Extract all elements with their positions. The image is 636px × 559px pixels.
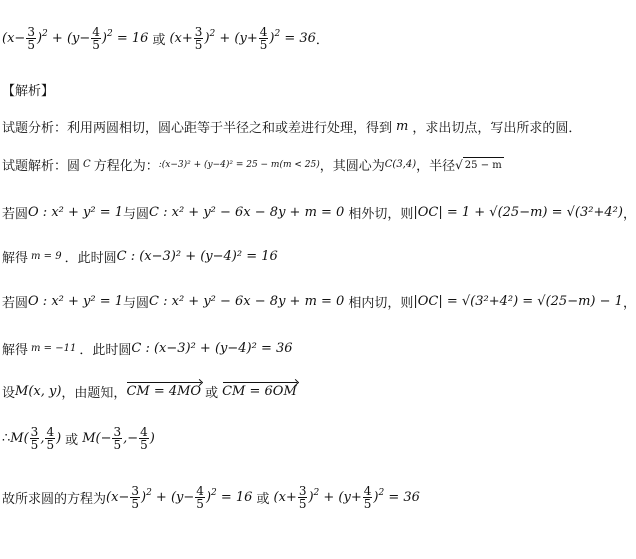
int-result-m: m = −11: [31, 343, 77, 354]
point-or: 或: [205, 386, 219, 401]
external-tangent-line: [2, 203, 636, 222]
int-tail: ，: [622, 296, 636, 311]
internal-tangent-line: [2, 292, 636, 311]
int-result-mid: ．此时圆: [79, 343, 132, 358]
int-result-prefix: 解得: [2, 343, 29, 358]
int-relation: 相内切，则: [348, 296, 414, 311]
ext-tail: ，: [622, 207, 636, 222]
answer-or: 或: [152, 33, 166, 48]
analysis-header: 【解析】: [2, 84, 55, 99]
idea-text: 利用两圆相切，圆心距等于半径之和或差进行处理，得到: [67, 121, 393, 136]
ext-with: 与圆: [123, 207, 150, 222]
solution-center: C(3,4): [384, 159, 417, 170]
idea-line: [2, 117, 581, 136]
ext-result-prefix: 解得: [2, 251, 29, 266]
final-or: 或: [256, 492, 270, 507]
therefore-icon: ∴: [2, 431, 11, 446]
ext-relation: 相外切，则: [348, 207, 414, 222]
ext-result-mid: ．此时圆: [64, 251, 117, 266]
solution-text-4: ，半径: [416, 159, 456, 174]
ext-prefix: 若圆: [2, 207, 29, 222]
int-oc-equation: |OC| = √(3²+4²) = √(25−m) − 1: [413, 294, 623, 309]
solution-radius: √ 25 − m: [455, 157, 502, 172]
solution-equation: :(x−3)² + (y−4)² = 25 − m(m < 25): [158, 159, 320, 170]
solution-circle: C: [83, 159, 91, 170]
therefore-or: 或: [65, 433, 79, 448]
int-with: 与圆: [123, 296, 150, 311]
ext-result-m: m = 9: [31, 251, 62, 262]
ext-result-equation: C : (x−3)² + (y−4)² = 16: [116, 249, 278, 264]
final-eq2-render: (x+ $\frac{3}{5}$ )$^2$ + (y+ $\frac{4}{5}$ )$^2$ = 36: [273, 484, 420, 511]
solution-text-1: 圆: [67, 159, 81, 174]
solution-label: 试题解析：: [2, 159, 68, 174]
point-vector-2: CM = 6OM: [222, 384, 297, 399]
ext-circle-o: O : x² + y² = 1: [28, 205, 124, 220]
answer-eq1-render: (x− $\frac{3}{5}$ )$^2$ + (y− $\frac{4}{5}$ )$^2$ = 16: [2, 25, 149, 52]
ext-oc-equation: |OC| = 1 + √(25−m) = √(3²+4²): [413, 205, 623, 220]
idea-text-2: ，求出切点，写出所求的圆．: [412, 121, 582, 136]
final-eq1-render: (x− $\frac{3}{5}$ )$^2$ + (y− $\frac{4}{5}$ )$^2$ = 16: [106, 484, 253, 511]
final-line: [2, 485, 420, 510]
internal-result-line: [2, 339, 293, 358]
sqrt-icon: √: [455, 157, 463, 172]
solution-line: [2, 155, 504, 174]
external-result-line: [2, 247, 278, 266]
idea-var: m: [396, 119, 409, 134]
therefore-line: [2, 426, 155, 451]
int-circle-o: O : x² + y² = 1: [28, 294, 124, 309]
point-prefix: 设: [2, 386, 16, 401]
point-line: [2, 382, 297, 401]
answer-line: [2, 26, 329, 51]
solution-text-2: 方程化为：: [93, 159, 159, 174]
final-prefix: 故所求圆的方程为: [2, 492, 107, 507]
idea-label: 试题分析：: [2, 121, 68, 136]
therefore-point-1-render: M( $\frac{3}{5}$ , $\frac{4}{5}$ ): [10, 425, 62, 452]
ext-circle-c: C : x² + y² − 6x − 8y + m = 0: [149, 205, 345, 220]
therefore-point-2-render: M(− $\frac{3}{5}$ ,− $\frac{4}{5}$ ): [82, 425, 155, 452]
int-result-equation: C : (x−3)² + (y−4)² = 36: [131, 341, 293, 356]
answer-end: ．: [315, 33, 329, 48]
int-prefix: 若圆: [2, 296, 29, 311]
solution-text-3: ，其圆心为: [319, 159, 385, 174]
point-vector-1: CM = 4MO: [126, 384, 202, 399]
answer-eq2-render: (x+ $\frac{3}{5}$ )$^2$ + (y+ $\frac{4}{5}$ )$^2$ = 36: [169, 25, 316, 52]
point-mid: ，由题知，: [61, 386, 127, 401]
point-m: M(x, y): [15, 384, 62, 399]
int-circle-c: C : x² + y² − 6x − 8y + m = 0: [149, 294, 345, 309]
